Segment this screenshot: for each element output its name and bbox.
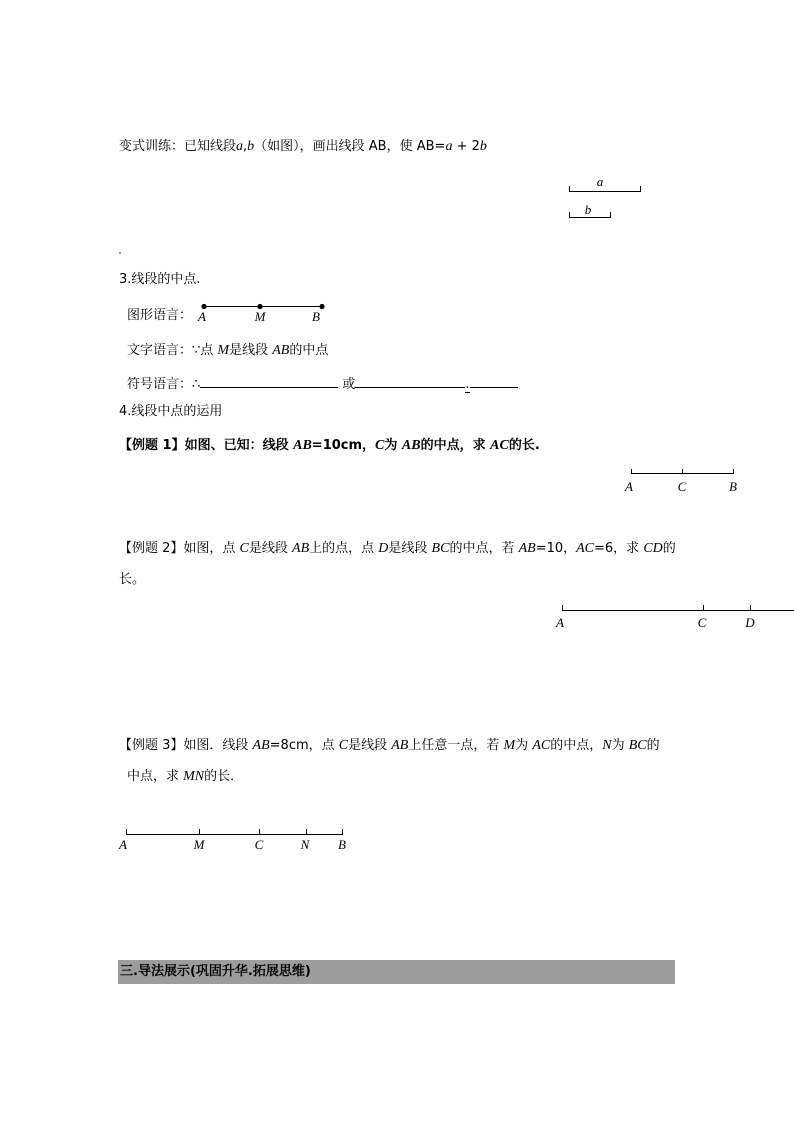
math-variable: a — [236, 139, 244, 154]
point-label: A — [556, 615, 564, 630]
section4-title: 4.线段中点的运用 — [119, 404, 223, 419]
math-variable: AC — [532, 738, 551, 753]
math-variable: BC — [431, 541, 450, 556]
example1-figure — [620, 462, 745, 497]
text-run: 为 — [611, 738, 629, 753]
text-run: 【例题 2】如图，点 — [119, 541, 240, 556]
point-label: N — [300, 837, 310, 852]
answer-blank-1[interactable] — [200, 374, 338, 388]
math-variable: b — [479, 139, 487, 154]
example2-statement-line1 — [119, 541, 676, 557]
example2-figure — [552, 600, 794, 630]
text-run: 是线段 — [248, 541, 293, 556]
point-label: C — [677, 479, 687, 494]
math-variable: AB — [391, 738, 409, 753]
text-run: =8cm，点 — [269, 738, 339, 753]
math-variable: D — [378, 541, 389, 556]
math-variable: AB — [401, 438, 421, 453]
example1-statement — [119, 438, 540, 454]
point-label: C — [254, 837, 264, 852]
answer-blank-2-tail[interactable] — [470, 374, 518, 388]
math-variable: AB — [252, 738, 270, 753]
math-variable: M — [217, 343, 230, 358]
segment-b-label: b — [584, 202, 592, 217]
text-run: 的 — [662, 541, 676, 556]
text-run: 是线段 — [388, 541, 432, 556]
math-variable: AB — [293, 438, 312, 453]
text-run: 的长． — [204, 769, 244, 784]
text-run: （如图），画出线段 AB，使 AB= — [254, 139, 446, 154]
example3-figure — [116, 824, 356, 854]
math-variable: AC — [576, 541, 595, 556]
answer-blank-2[interactable] — [355, 374, 465, 388]
point-label: B — [729, 479, 737, 494]
section-banner-title: 三.导法展示(巩固升华.拓展思维) — [120, 964, 311, 979]
math-variable: a — [445, 139, 453, 154]
blank-dot: . — [465, 377, 470, 392]
example2-statement-line2: 长。 — [119, 572, 146, 587]
text-run: =10cm， — [311, 438, 376, 453]
math-variable: AC — [490, 438, 509, 453]
segments-a-b-figure — [560, 170, 660, 226]
example2-segment — [562, 605, 794, 611]
text-run: 的中点， — [550, 738, 603, 753]
exercise-statement — [119, 139, 487, 155]
example3-statement-line2 — [127, 769, 243, 785]
point-label: B — [338, 837, 346, 852]
segment-a-label: a — [596, 174, 604, 189]
section-banner — [118, 960, 675, 984]
math-variable: MN — [183, 769, 205, 784]
math-variable: M — [503, 738, 516, 753]
text-run: 为 — [515, 738, 533, 753]
math-variable: AB — [518, 541, 536, 556]
text-run: 为 — [384, 438, 402, 453]
point-label: A — [625, 479, 633, 494]
segment-a — [569, 186, 641, 192]
point-label: M — [193, 837, 205, 852]
point-label: M — [254, 309, 266, 324]
text-run: , — [243, 139, 248, 154]
section3-title: 3.线段的中点. — [119, 272, 201, 287]
text-run: 的中点 — [289, 343, 329, 358]
text-run: 上任意一点，若 — [408, 738, 504, 753]
math-variable: AB — [292, 541, 310, 556]
text-run: + 2 — [452, 139, 480, 154]
math-variable: CD — [643, 541, 663, 556]
text-run: 的中点，求 — [420, 438, 491, 453]
text-language-line — [127, 343, 328, 359]
text-run: 的长. — [508, 438, 540, 453]
symbol-language-label: 符号语言：∴ — [127, 377, 201, 392]
math-variable: b — [247, 139, 255, 154]
math-variable: C — [239, 541, 249, 556]
text-run: 变式训练：已知线段 — [119, 139, 237, 154]
math-variable: BC — [628, 738, 647, 753]
point-label: B — [312, 309, 320, 324]
text-run: 文字语言：∵点 — [127, 343, 218, 358]
math-variable: AB — [272, 343, 290, 358]
math-variable: C — [375, 438, 385, 453]
example3-segment — [126, 829, 343, 835]
or-label: 或 — [338, 377, 356, 392]
text-run: 【例题 1】如图、已知：线段 — [119, 438, 294, 453]
text-run: 是线段 — [348, 738, 392, 753]
midpoint-figure — [195, 296, 335, 326]
example1-segment — [631, 469, 734, 474]
point-label: D — [745, 615, 755, 630]
stray-mark — [119, 252, 121, 254]
symbol-language-line — [127, 374, 518, 393]
math-variable: N — [602, 738, 612, 753]
text-run: 是线段 — [229, 343, 273, 358]
graphic-language-label: 图形语言： — [127, 308, 193, 323]
point-b-dot — [319, 304, 324, 309]
point-label: A — [198, 309, 206, 324]
point-label: A — [119, 837, 127, 852]
text-run: 的 — [646, 738, 660, 753]
text-run: =6，求 — [594, 541, 644, 556]
text-run: 中点，求 — [127, 769, 184, 784]
text-run: 上的点，点 — [309, 541, 379, 556]
example3-statement-line1 — [119, 738, 660, 754]
text-run: 【例题 3】如图．线段 — [119, 738, 253, 753]
point-label: C — [697, 615, 707, 630]
text-run: =10， — [535, 541, 577, 556]
text-run: 的中点，若 — [449, 541, 519, 556]
math-variable: C — [338, 738, 349, 753]
